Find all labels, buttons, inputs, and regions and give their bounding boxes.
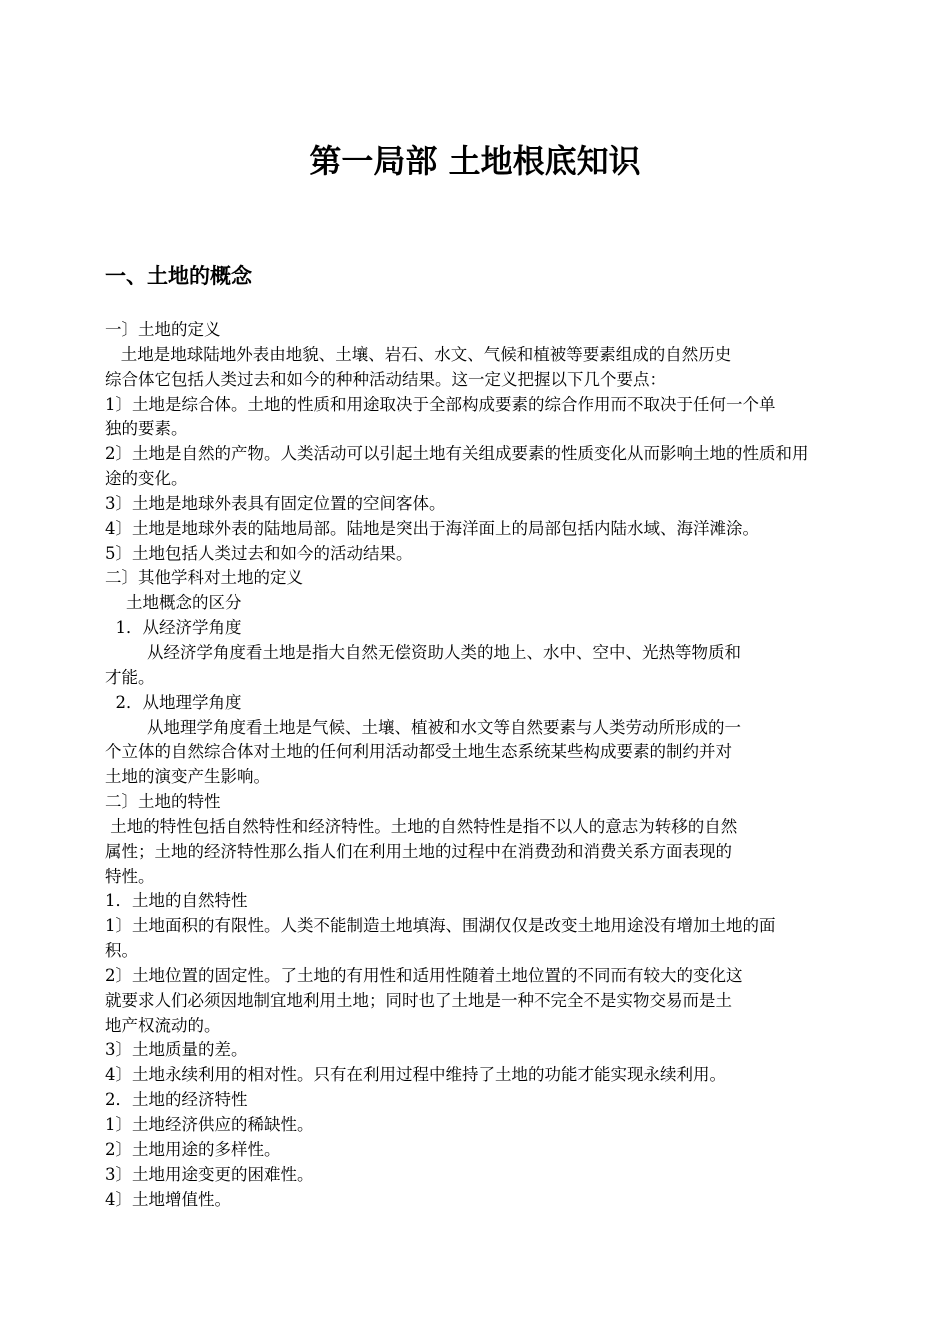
section-heading: 一、土地的概念 xyxy=(105,264,252,288)
text-line: 积。 xyxy=(105,941,138,961)
text-line: 土地的特性包括自然特性和经济特性。土地的自然特性是指不以人的意志为转移的自然 xyxy=(105,816,738,836)
text-line: 属性；土地的经济特性那么指人们在利用土地的过程中在消费劲和消费关系方面表现的 xyxy=(105,841,732,861)
text-line: 1〕土地是综合体。土地的性质和用途取决于全部构成要素的综合作用而不取决于任何一个单 xyxy=(105,394,776,414)
text-line: 土地的演变产生影响。 xyxy=(105,767,270,787)
text-line: 3〕土地质量的差。 xyxy=(105,1040,248,1060)
text-line: 1．土地的自然特性 xyxy=(105,891,248,911)
text-line: 途的变化。 xyxy=(105,469,188,489)
text-line: 1〕土地经济供应的稀缺性。 xyxy=(105,1115,314,1134)
text-line: 1．从经济学角度 xyxy=(105,618,242,638)
text-line: 4〕土地增值性。 xyxy=(105,1189,231,1209)
text-line: 二〕土地的特性 xyxy=(105,792,221,812)
text-line: 1〕土地面积的有限性。人类不能制造土地填海、围湖仅仅是改变土地用途没有增加土地的面 xyxy=(105,916,776,936)
text-line: 就要求人们必须因地制宜地利用土地；同时也了土地是一种不完全不是实物交易而是土 xyxy=(105,990,732,1010)
text-line: 二〕其他学科对土地的定义 xyxy=(105,568,303,588)
text-line: 2．土地的经济特性 xyxy=(105,1090,248,1110)
text-line: 2〕土地是自然的产物。人类活动可以引起土地有关组成要素的性质变化从而影响土地的性质和用 xyxy=(105,444,809,464)
text-line: 从地理学角度看土地是气候、土壤、植被和水文等自然要素与人类劳动所形成的一 xyxy=(105,717,741,737)
text-line: 从经济学角度看土地是指大自然无偿资助人类的地上、水中、空中、光热等物质和 xyxy=(105,642,741,662)
text-line: 一〕土地的定义 xyxy=(105,320,221,339)
body-text xyxy=(105,318,925,1212)
text-line: 2．从地理学角度 xyxy=(105,692,242,712)
text-line: 2〕土地位置的固定性。了土地的有用性和适用性随着土地位置的不同而有较大的变化这 xyxy=(105,965,743,985)
text-line: 2〕土地用途的多样性。 xyxy=(105,1139,281,1159)
text-line: 个立体的自然综合体对土地的任何利用活动都受土地生态系统某些构成要素的制约并对 xyxy=(105,742,732,762)
text-line: 特性。 xyxy=(105,866,155,886)
page-title: 第一局部 土地根底知识 xyxy=(309,142,641,180)
text-line: 4〕土地永续利用的相对性。只有在利用过程中维持了土地的功能才能实现永续利用。 xyxy=(105,1065,726,1085)
text-line: 3〕土地是地球外表具有固定位置的空间客体。 xyxy=(105,493,446,513)
text-line: 3〕土地用途变更的困难性。 xyxy=(105,1164,314,1184)
text-line: 地产权流动的。 xyxy=(105,1015,221,1035)
text-line: 综合体它包括人类过去和如今的种种活动结果。这一定义把握以下几个要点： xyxy=(105,369,666,389)
text-line: 4〕土地是地球外表的陆地局部。陆地是突出于海洋面上的局部包括内陆水域、海洋滩涂。 xyxy=(105,518,759,538)
text-line: 才能。 xyxy=(105,667,155,687)
text-line: 土地是地球陆地外表由地貌、土壤、岩石、水文、气候和植被等要素组成的自然历史 xyxy=(105,344,732,364)
text-line: 独的要素。 xyxy=(105,419,188,439)
text-line: 5〕土地包括人类过去和如今的活动结果。 xyxy=(105,543,413,563)
text-line: 土地概念的区分 xyxy=(105,593,242,613)
